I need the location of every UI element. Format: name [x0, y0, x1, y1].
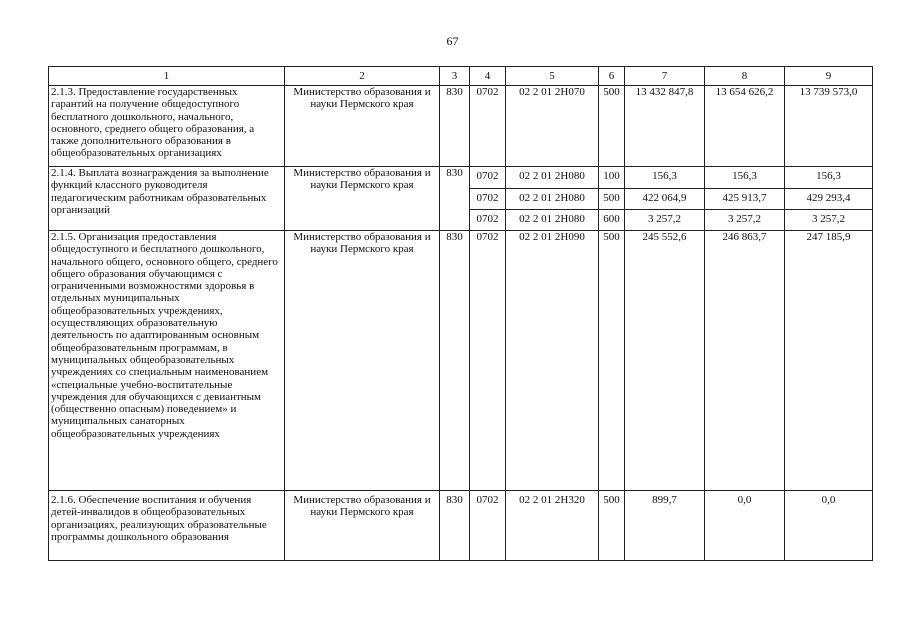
section-cell: 0702 — [470, 491, 506, 561]
code-cell: 830 — [440, 86, 470, 167]
expense-type-cell: 600 — [599, 210, 625, 231]
header-cell: 7 — [625, 67, 705, 86]
expense-type-cell: 500 — [599, 189, 625, 210]
amount-cell: 0,0 — [785, 491, 873, 561]
section-cell: 0702 — [470, 167, 506, 189]
measure-name-cell: 2.1.6. Обеспечение воспитания и обучения детей-инвалидов в общеобразовательных организациях, реализующих образовательные программы дошкольного образования — [49, 491, 285, 561]
amount-cell: 13 654 626,2 — [705, 86, 785, 167]
amount-cell: 156,3 — [705, 167, 785, 189]
amount-cell: 899,7 — [625, 491, 705, 561]
target-article-cell: 02 2 01 2Н080 — [506, 210, 599, 231]
page-number: 67 — [446, 34, 459, 48]
header-cell: 1 — [49, 67, 285, 86]
ministry-cell: Министерство образования и науки Пермского края — [285, 86, 440, 167]
target-article-cell: 02 2 01 2Н080 — [506, 189, 599, 210]
table-row — [49, 491, 873, 561]
expense-type-cell: 500 — [599, 86, 625, 167]
section-cell: 0702 — [470, 86, 506, 167]
measure-name-cell: 2.1.5. Организация предоставления общедоступного и бесплатного дошкольного, начального общего, основного общего, среднего общего образования обучающимся с ограниченными возможностями здоровья в отдельных муниципальных общеобразовательных учреждениях, осуществляющих образовательную деятельность по адаптированным основным общеобразовательным программам, в муниципальных общеобразовательных учреждениях со специальным наименованием «специальные учебно-воспитательные учреждения для обучающихся с девиантным (общественно опасным) поведением» и муниципальных санаторных общеобразовательных учреждениях — [49, 231, 285, 491]
amount-cell: 156,3 — [625, 167, 705, 189]
measure-name-cell: 2.1.3. Предоставление государственных гарантий на получение общедоступного бесплатного дошкольного, начального, основного, среднего общего образования, а также дополнительного образования в общеобразовательных организациях — [49, 86, 285, 167]
target-article-cell: 02 2 01 2Н090 — [506, 231, 599, 491]
budget-table — [48, 66, 873, 561]
amount-cell: 422 064,9 — [625, 189, 705, 210]
expense-type-cell: 500 — [599, 491, 625, 561]
table-row — [49, 231, 873, 491]
amount-cell: 3 257,2 — [625, 210, 705, 231]
amount-cell: 425 913,7 — [705, 189, 785, 210]
ministry-cell: Министерство образования и науки Пермского края — [285, 491, 440, 561]
amount-cell: 247 185,9 — [785, 231, 873, 491]
amount-cell: 246 863,7 — [705, 231, 785, 491]
code-cell: 830 — [440, 167, 470, 231]
header-row — [49, 67, 873, 86]
amount-cell: 3 257,2 — [785, 210, 873, 231]
code-cell: 830 — [440, 231, 470, 491]
header-cell: 8 — [705, 67, 785, 86]
expense-type-cell: 500 — [599, 231, 625, 491]
header-cell: 9 — [785, 67, 873, 86]
header-cell: 2 — [285, 67, 440, 86]
header-cell: 3 — [440, 67, 470, 86]
measure-name-cell: 2.1.4. Выплата вознаграждения за выполнение функций классного руководителя педагогическим работникам образовательных организаций — [49, 167, 285, 231]
header-cell: 6 — [599, 67, 625, 86]
target-article-cell: 02 2 01 2Н080 — [506, 167, 599, 189]
amount-cell: 429 293,4 — [785, 189, 873, 210]
code-cell: 830 — [440, 491, 470, 561]
amount-cell: 245 552,6 — [625, 231, 705, 491]
table-row — [49, 167, 873, 189]
section-cell: 0702 — [470, 231, 506, 491]
expense-type-cell: 100 — [599, 167, 625, 189]
amount-cell: 156,3 — [785, 167, 873, 189]
target-article-cell: 02 2 01 2Н320 — [506, 491, 599, 561]
ministry-cell: Министерство образования и науки Пермского края — [285, 167, 440, 231]
section-cell: 0702 — [470, 210, 506, 231]
amount-cell: 3 257,2 — [705, 210, 785, 231]
table-row — [49, 86, 873, 167]
amount-cell: 0,0 — [705, 491, 785, 561]
ministry-cell: Министерство образования и науки Пермского края — [285, 231, 440, 491]
amount-cell: 13 739 573,0 — [785, 86, 873, 167]
amount-cell: 13 432 847,8 — [625, 86, 705, 167]
section-cell: 0702 — [470, 189, 506, 210]
header-cell: 4 — [470, 67, 506, 86]
header-cell: 5 — [506, 67, 599, 86]
target-article-cell: 02 2 01 2Н070 — [506, 86, 599, 167]
